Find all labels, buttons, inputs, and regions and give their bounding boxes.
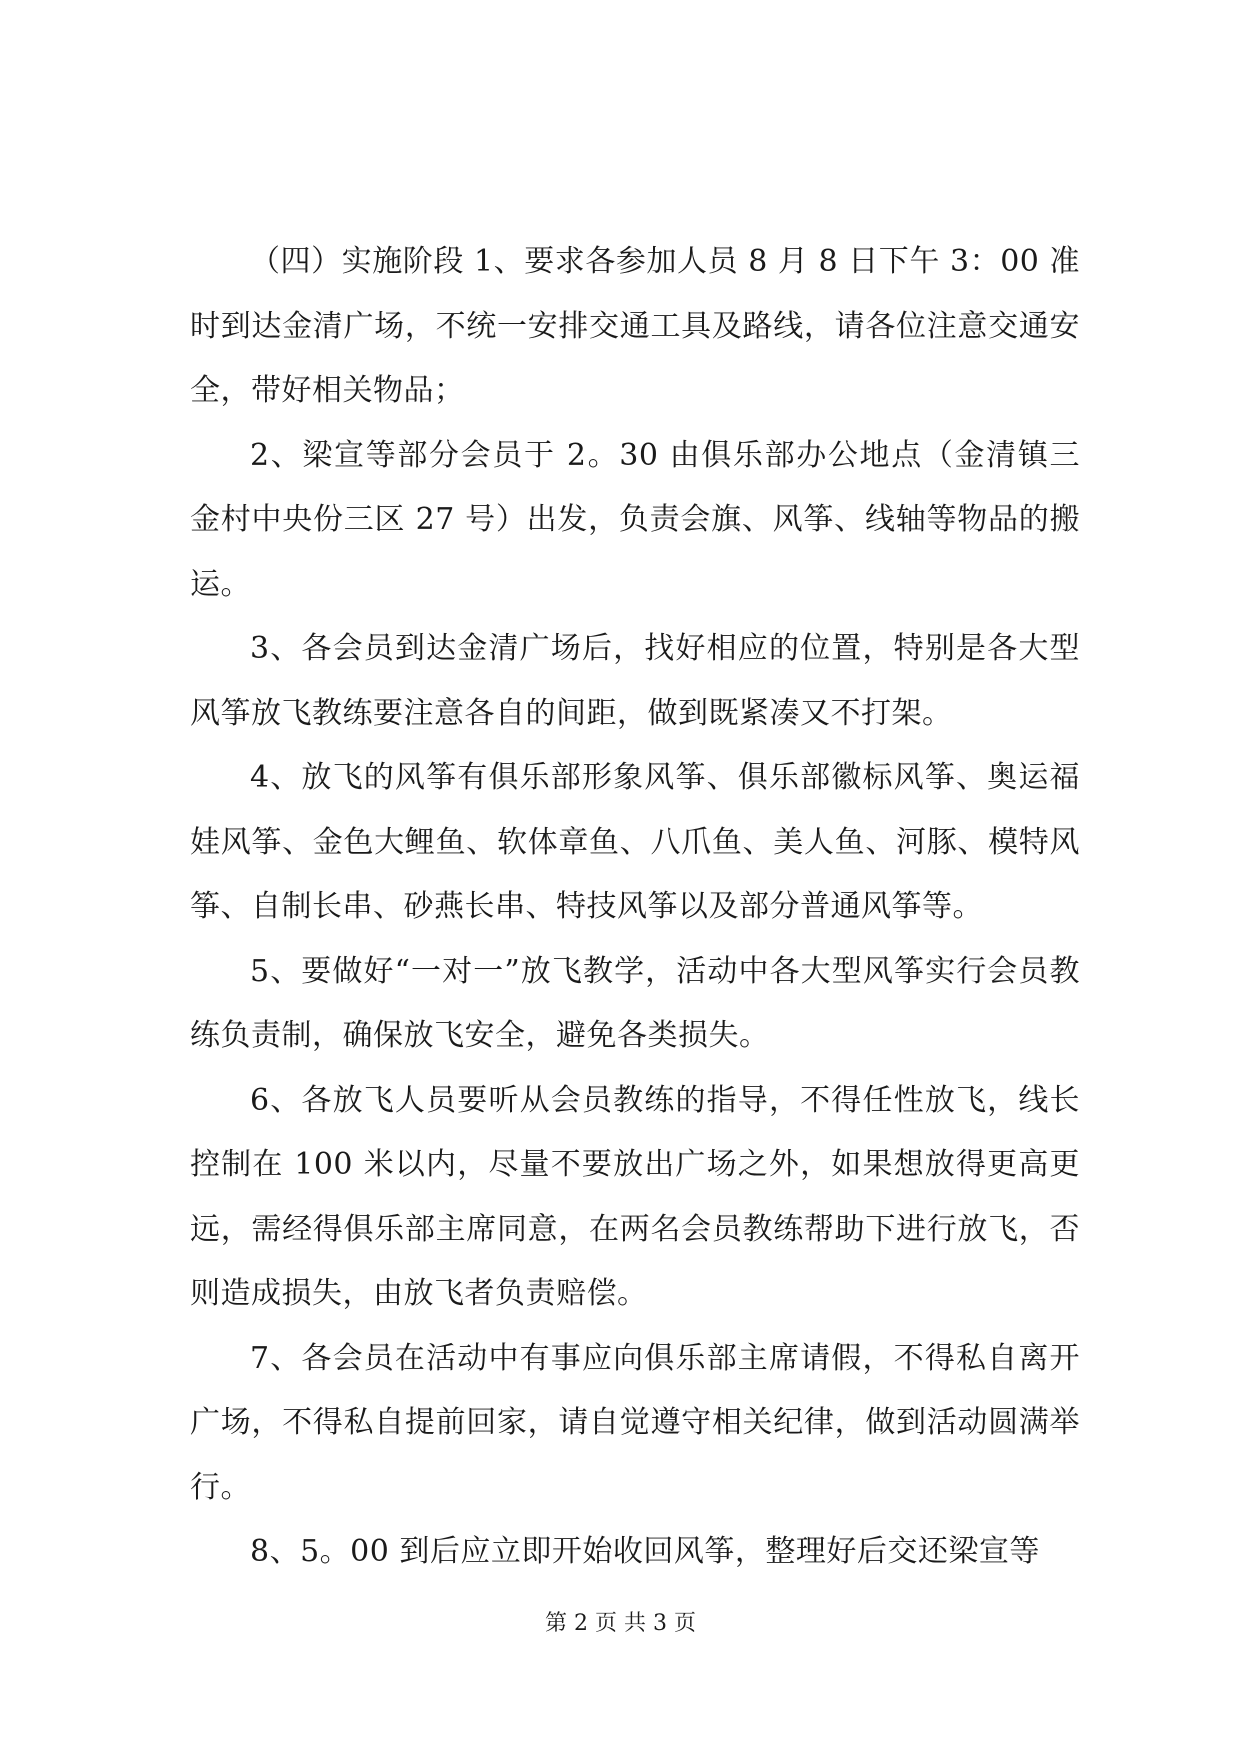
paragraph-8: 8、5。00 到后应立即开始收回风筝，整理好后交还梁宣等 (250, 1534, 1040, 1569)
paragraph-3: 3、各会员到达金清广场后，找好相应的位置，特别是各大型风筝放飞教练要注意各自的间距，做到既紧凑又不打架。 (190, 631, 1080, 731)
paragraph-7: 7、各会员在活动中有事应向俱乐部主席请假，不得私自离开广场，不得私自提前回家，请自觉遵守相关纪律，做到活动圆满举行。 (190, 1340, 1080, 1505)
page-number-footer: 第 2 页 共 3 页 (545, 1611, 696, 1636)
paragraph-5: 5、要做好“一对一”放飞教学，活动中各大型风筝实行会员教练负责制，确保放飞安全，避免各类损失。 (190, 953, 1080, 1053)
paragraph-1: （四）实施阶段 1、要求各参加人员 8 月 8 日下午 3：00 准时到达金清广场，不统一安排交通工具及路线，请各位注意交通安全，带好相关物品； (190, 244, 1080, 408)
paragraph-6: 6、各放飞人员要听从会员教练的指导，不得任性放飞，线长控制在 100 米以内，尽量不要放出广场之外，如果想放得更高更远，需经得俱乐部主席同意，在两名会员教练帮助下进行放飞，否则造成损失，由放飞者负责赔偿。 (190, 1082, 1080, 1311)
paragraph-4: 4、放飞的风筝有俱乐部形象风筝、俱乐部徽标风筝、奥运福娃风筝、金色大鲤鱼、软体章鱼、八爪鱼、美人鱼、河豚、模特风筝、自制长串、砂燕长串、特技风筝以及部分普通风筝等。 (190, 760, 1080, 924)
document-body (190, 230, 1080, 1585)
paragraph-2: 2、梁宣等部分会员于 2。30 由俱乐部办公地点（金清镇三金村中央份三区 27 号）出发，负责会旗、风筝、线轴等物品的搬运。 (190, 437, 1080, 602)
